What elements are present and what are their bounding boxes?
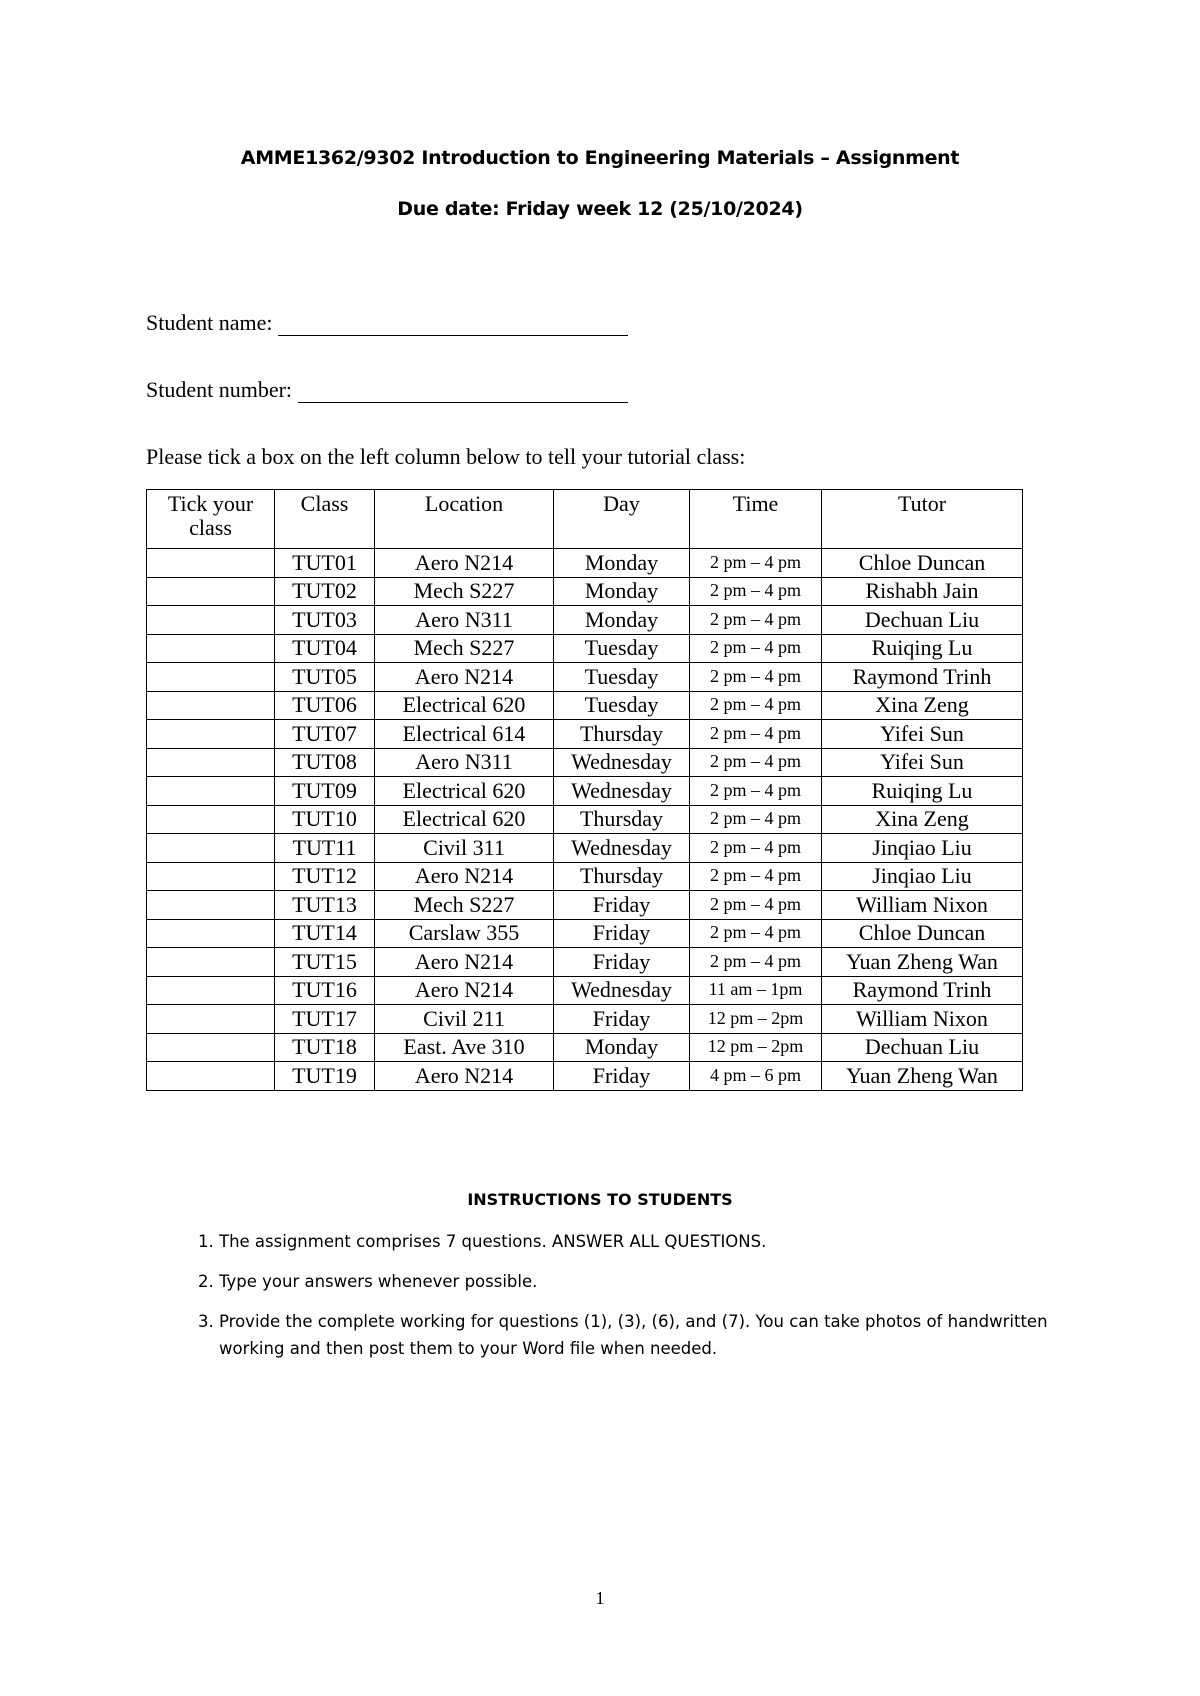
student-name-field xyxy=(146,310,628,336)
time-cell: 2 pm – 4 pm xyxy=(690,663,822,692)
header-tutor: Tutor xyxy=(822,490,1023,549)
tutor-cell: Ruiqing Lu xyxy=(822,634,1023,663)
tick-box-cell[interactable] xyxy=(147,577,275,606)
tutor-cell: Xina Zeng xyxy=(822,805,1023,834)
location-cell: Aero N214 xyxy=(375,1062,554,1091)
table-row xyxy=(147,891,1023,920)
header-time: Time xyxy=(690,490,822,549)
location-cell: Electrical 614 xyxy=(375,720,554,749)
tick-box-cell[interactable] xyxy=(147,634,275,663)
tutor-cell: Jinqiao Liu xyxy=(822,834,1023,863)
header-tick-your-class: Tick your class xyxy=(147,490,275,549)
tick-box-cell[interactable] xyxy=(147,1005,275,1034)
tutor-cell: Dechuan Liu xyxy=(822,1033,1023,1062)
class-cell: TUT03 xyxy=(275,606,375,635)
day-cell: Monday xyxy=(554,577,690,606)
table-row xyxy=(147,691,1023,720)
class-cell: TUT13 xyxy=(275,891,375,920)
table-row xyxy=(147,805,1023,834)
tutor-cell: Raymond Trinh xyxy=(822,663,1023,692)
table-row xyxy=(147,1005,1023,1034)
location-cell: Civil 311 xyxy=(375,834,554,863)
page-number: 1 xyxy=(595,1588,605,1608)
tick-box-cell[interactable] xyxy=(147,720,275,749)
table-body xyxy=(147,549,1023,1091)
table-row xyxy=(147,976,1023,1005)
table-header-row xyxy=(147,490,1023,549)
instruction-item: 1. The assignment comprises 7 questions. ANSWER ALL QUESTIONS. xyxy=(219,1228,1079,1255)
time-cell: 12 pm – 2pm xyxy=(690,1005,822,1034)
table-row xyxy=(147,549,1023,578)
table-row xyxy=(147,748,1023,777)
tutor-cell: Raymond Trinh xyxy=(822,976,1023,1005)
time-cell: 2 pm – 4 pm xyxy=(690,834,822,863)
day-cell: Monday xyxy=(554,606,690,635)
tick-box-cell[interactable] xyxy=(147,777,275,806)
location-cell: Civil 211 xyxy=(375,1005,554,1034)
day-cell: Monday xyxy=(554,549,690,578)
student-number-field xyxy=(146,377,628,403)
class-cell: TUT04 xyxy=(275,634,375,663)
day-cell: Monday xyxy=(554,1033,690,1062)
tick-box-cell[interactable] xyxy=(147,748,275,777)
location-cell: Aero N214 xyxy=(375,663,554,692)
day-cell: Thursday xyxy=(554,862,690,891)
day-cell: Tuesday xyxy=(554,691,690,720)
day-cell: Tuesday xyxy=(554,663,690,692)
tutor-cell: Dechuan Liu xyxy=(822,606,1023,635)
table-row xyxy=(147,577,1023,606)
class-cell: TUT12 xyxy=(275,862,375,891)
time-cell: 2 pm – 4 pm xyxy=(690,748,822,777)
time-cell: 2 pm – 4 pm xyxy=(690,919,822,948)
class-cell: TUT19 xyxy=(275,1062,375,1091)
time-cell: 2 pm – 4 pm xyxy=(690,720,822,749)
time-cell: 2 pm – 4 pm xyxy=(690,777,822,806)
tick-box-cell[interactable] xyxy=(147,919,275,948)
day-cell: Friday xyxy=(554,891,690,920)
time-cell: 2 pm – 4 pm xyxy=(690,948,822,977)
location-cell: Electrical 620 xyxy=(375,777,554,806)
tick-box-cell[interactable] xyxy=(147,948,275,977)
class-cell: TUT18 xyxy=(275,1033,375,1062)
day-cell: Friday xyxy=(554,1005,690,1034)
tick-box-cell[interactable] xyxy=(147,691,275,720)
time-cell: 2 pm – 4 pm xyxy=(690,577,822,606)
day-cell: Wednesday xyxy=(554,777,690,806)
class-cell: TUT17 xyxy=(275,1005,375,1034)
instructions-list xyxy=(178,1228,1079,1375)
day-cell: Wednesday xyxy=(554,748,690,777)
due-date: Due date: Friday week 12 (25/10/2024) xyxy=(397,198,803,220)
location-cell: Aero N311 xyxy=(375,748,554,777)
day-cell: Friday xyxy=(554,948,690,977)
tutor-cell: William Nixon xyxy=(822,1005,1023,1034)
tutor-cell: Yifei Sun xyxy=(822,748,1023,777)
tick-box-cell[interactable] xyxy=(147,663,275,692)
tick-box-cell[interactable] xyxy=(147,862,275,891)
tick-box-cell[interactable] xyxy=(147,1062,275,1091)
instructions-heading: INSTRUCTIONS TO STUDENTS xyxy=(467,1190,733,1209)
class-cell: TUT14 xyxy=(275,919,375,948)
tutor-cell: Rishabh Jain xyxy=(822,577,1023,606)
day-cell: Thursday xyxy=(554,805,690,834)
class-cell: TUT16 xyxy=(275,976,375,1005)
location-cell: Aero N214 xyxy=(375,976,554,1005)
tutor-cell: Ruiqing Lu xyxy=(822,777,1023,806)
table-row xyxy=(147,834,1023,863)
time-cell: 2 pm – 4 pm xyxy=(690,549,822,578)
tick-box-cell[interactable] xyxy=(147,606,275,635)
location-cell: Mech S227 xyxy=(375,891,554,920)
class-cell: TUT15 xyxy=(275,948,375,977)
tutor-cell: William Nixon xyxy=(822,891,1023,920)
tutor-cell: Yuan Zheng Wan xyxy=(822,1062,1023,1091)
table-row xyxy=(147,1062,1023,1091)
instruction-item: 3. Provide the complete working for questions (1), (3), (6), and (7). You can take photos of handwritten working and then post them to your Word file when needed. xyxy=(219,1308,1079,1362)
tick-box-cell[interactable] xyxy=(147,805,275,834)
class-cell: TUT08 xyxy=(275,748,375,777)
time-cell: 4 pm – 6 pm xyxy=(690,1062,822,1091)
tutor-cell: Xina Zeng xyxy=(822,691,1023,720)
tutorial-class-table xyxy=(146,489,1023,1091)
header-day: Day xyxy=(554,490,690,549)
class-cell: TUT10 xyxy=(275,805,375,834)
day-cell: Wednesday xyxy=(554,834,690,863)
time-cell: 2 pm – 4 pm xyxy=(690,606,822,635)
table-instruction: Please tick a box on the left column below to tell your tutorial class: xyxy=(146,444,746,469)
class-cell: TUT02 xyxy=(275,577,375,606)
table-row xyxy=(147,919,1023,948)
tutor-cell: Jinqiao Liu xyxy=(822,862,1023,891)
table-row xyxy=(147,862,1023,891)
tick-box-cell[interactable] xyxy=(147,1033,275,1062)
location-cell: Aero N214 xyxy=(375,549,554,578)
location-cell: Mech S227 xyxy=(375,634,554,663)
table-row xyxy=(147,634,1023,663)
assignment-title: AMME1362/9302 Introduction to Engineering Materials – Assignment xyxy=(240,147,960,169)
student-name-blank-line[interactable] xyxy=(278,313,628,336)
tutor-cell: Chloe Duncan xyxy=(822,549,1023,578)
location-cell: Aero N214 xyxy=(375,948,554,977)
student-number-label: Student number: xyxy=(146,377,293,402)
header-location: Location xyxy=(375,490,554,549)
time-cell: 2 pm – 4 pm xyxy=(690,691,822,720)
table-row xyxy=(147,663,1023,692)
class-cell: TUT05 xyxy=(275,663,375,692)
tutor-cell: Yifei Sun xyxy=(822,720,1023,749)
class-cell: TUT09 xyxy=(275,777,375,806)
tick-box-cell[interactable] xyxy=(147,834,275,863)
tick-box-cell[interactable] xyxy=(147,976,275,1005)
tutor-cell: Chloe Duncan xyxy=(822,919,1023,948)
table-row xyxy=(147,720,1023,749)
day-cell: Thursday xyxy=(554,720,690,749)
time-cell: 12 pm – 2pm xyxy=(690,1033,822,1062)
header-class: Class xyxy=(275,490,375,549)
time-cell: 2 pm – 4 pm xyxy=(690,862,822,891)
tutor-cell: Yuan Zheng Wan xyxy=(822,948,1023,977)
time-cell: 11 am – 1pm xyxy=(690,976,822,1005)
time-cell: 2 pm – 4 pm xyxy=(690,634,822,663)
location-cell: Aero N214 xyxy=(375,862,554,891)
class-cell: TUT11 xyxy=(275,834,375,863)
day-cell: Friday xyxy=(554,919,690,948)
table-row xyxy=(147,1033,1023,1062)
location-cell: Electrical 620 xyxy=(375,691,554,720)
tick-box-cell[interactable] xyxy=(147,549,275,578)
day-cell: Wednesday xyxy=(554,976,690,1005)
table-row xyxy=(147,606,1023,635)
class-cell: TUT01 xyxy=(275,549,375,578)
student-name-label: Student name: xyxy=(146,310,273,335)
location-cell: Carslaw 355 xyxy=(375,919,554,948)
table-row xyxy=(147,948,1023,977)
tick-box-cell[interactable] xyxy=(147,891,275,920)
day-cell: Tuesday xyxy=(554,634,690,663)
class-cell: TUT06 xyxy=(275,691,375,720)
location-cell: Electrical 620 xyxy=(375,805,554,834)
instruction-item: 2. Type your answers whenever possible. xyxy=(219,1268,1079,1295)
location-cell: Aero N311 xyxy=(375,606,554,635)
location-cell: East. Ave 310 xyxy=(375,1033,554,1062)
time-cell: 2 pm – 4 pm xyxy=(690,891,822,920)
class-cell: TUT07 xyxy=(275,720,375,749)
day-cell: Friday xyxy=(554,1062,690,1091)
location-cell: Mech S227 xyxy=(375,577,554,606)
time-cell: 2 pm – 4 pm xyxy=(690,805,822,834)
table-row xyxy=(147,777,1023,806)
student-number-blank-line[interactable] xyxy=(298,380,628,403)
